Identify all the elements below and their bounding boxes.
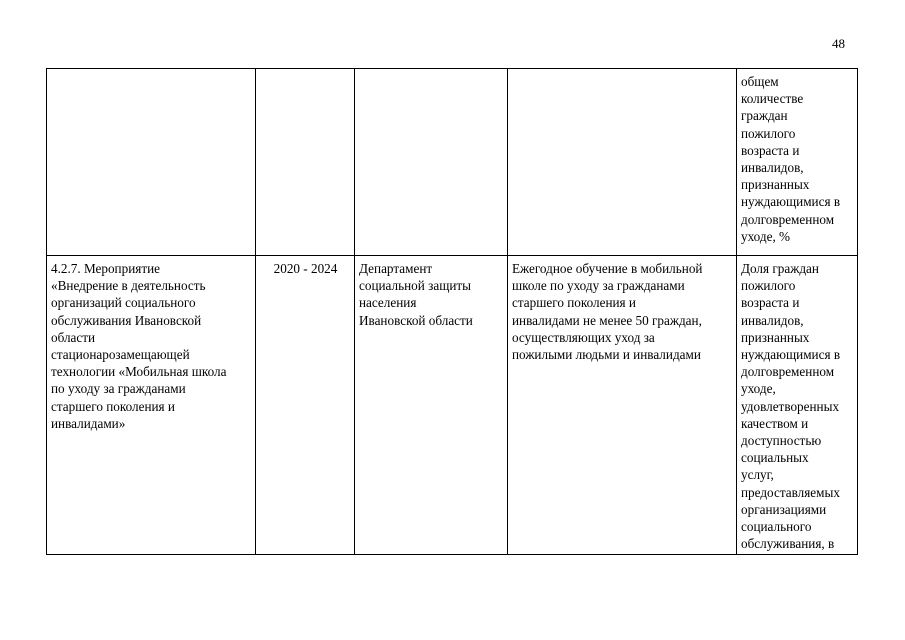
table-cell-measure: 4.2.7. Мероприятие «Внедрение в деятельность организаций социального обслуживания Ивановской области стационарозамещающей технологии «Мобильная школа по уходу за гражданами старшего поколения и инвалидами» [47, 256, 256, 555]
measures-table [46, 68, 858, 555]
table-cell-period [256, 69, 355, 256]
table-cell-executor: Департамент социальной защиты населения Ивановской области [355, 256, 508, 555]
table-cell-measure [47, 69, 256, 256]
table-row [47, 69, 858, 256]
table-cell-indicator: Доля граждан пожилого возраста и инвалидов, признанных нуждающимися в долговременном уходе, удовлетворенных качеством и доступностью социальных услуг, предоставляемых организациями социального обслуживания, в [737, 256, 858, 555]
table-cell-indicator: общем количестве граждан пожилого возраста и инвалидов, признанных нуждающимися в долговременном уходе, % [737, 69, 858, 256]
table-cell-executor [355, 69, 508, 256]
table-cell-period: 2020 - 2024 [256, 256, 355, 555]
table-row [47, 256, 858, 555]
page-number: 48 [832, 36, 845, 51]
table-cell-result: Ежегодное обучение в мобильной школе по уходу за гражданами старшего поколения и инвалидами не менее 50 граждан, осуществляющих уход за пожилыми людьми и инвалидами [508, 256, 737, 555]
table-cell-result [508, 69, 737, 256]
